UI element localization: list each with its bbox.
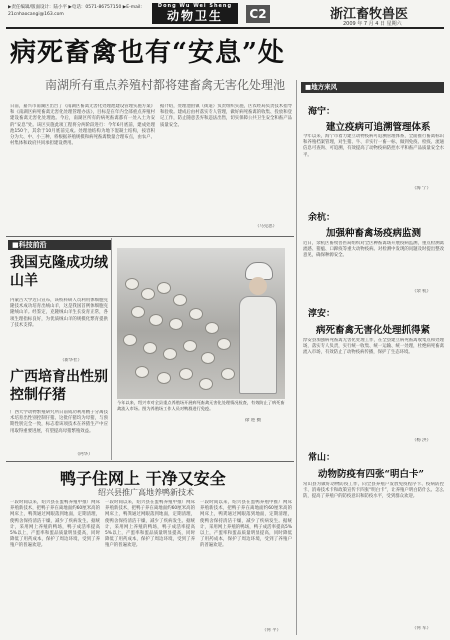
duck-story-body-2: 一段时间以来，绍兴县在蛋鸭养殖中推广网床养殖新技术，把鸭子养在离地面约60厘米高的网床上，鸭粪通过网眼落到地面，定期清理，使鸭舍保持清洁干燥，减少了疾病发生。据统计，采用网上养殖的鸭场，鸭子成活率提高5%以上，产蛋率和蛋品质量明显提高，同时降低了用药成本，保护了周边环境，受到了养殖户的普遍欢迎。 (105, 500, 195, 549)
page-number: C2 (246, 5, 270, 23)
duck-story-headline: 鸭子住网上 干净又安全 (60, 469, 226, 488)
duck-icon (125, 278, 139, 290)
lead-byline: （马克思） (255, 224, 277, 229)
newspaper-logo: 浙江畜牧兽医 (330, 7, 409, 22)
duck-icon (199, 378, 213, 390)
article-byline-cloned-goat: （新华社） (60, 358, 82, 363)
local-item-title-changshan: 动物防疫有四张“明白卡” (318, 469, 424, 480)
local-news-header: ■地方来风 (301, 82, 444, 93)
local-item-byline-yuhang: （余 杭） (412, 289, 431, 294)
column-divider (296, 80, 297, 635)
local-item-title-chunan: 病死畜禽无害化处理抓得紧 (316, 325, 431, 336)
contact-info: ▶责任编辑/版面设计：陆小平 ▶电话：0571-86757150 ▶E-mail: 21cnhaocangi@163.com (8, 5, 142, 17)
duck-icon (149, 314, 163, 326)
duck-icon (201, 352, 215, 364)
local-item-byline-haining: （海 宁） (412, 186, 431, 191)
photo-caption: 今年以来，绍兴市对全县重点养殖场开展病死畜禽无害化处理情况检查，有效防止了病死畜禽流入市场。图为养殖场工作人员对鸭群进行免疫。 (117, 400, 285, 411)
duck-icon (141, 288, 155, 300)
science-section-header: ■科技前沿 (8, 240, 111, 250)
duck-story-body-1: 一段时间以来，绍兴县在蛋鸭养殖中推广网床养殖新技术，把鸭子养在离地面约60厘米高的网床上，鸭粪通过网眼落到地面，定期清理，使鸭舍保持清洁干燥，减少了疾病发生。据统计，采用网上养殖的鸭场，鸭子成活率提高5%以上，产蛋率和蛋品质量明显提高，同时降低了用药成本，保护了周边环境，受到了养殖户的普遍欢迎。 (10, 500, 100, 549)
duck-icon (143, 342, 157, 354)
photo-credit: 徐 进 摄 (245, 418, 261, 423)
news-photo (117, 248, 285, 399)
local-item-body-chunan: 淳安县加强病死畜禽无害化处理工作，在全县建立病死畜禽收集点和处理场，落实专人负责，实行统一收集、统一运输、统一处理，杜绝病死畜禽流入市场，有效防止了动物疫病传播，保护了生态环境。 (303, 338, 444, 356)
duck-story-subhead: 绍兴县推广高地养鸭新技术 (98, 488, 194, 497)
local-item-byline-chunan: （杨 洪） (412, 438, 431, 443)
section-banner (152, 3, 238, 24)
duck-icon (179, 368, 193, 380)
article-title-piglets: 广西培育出性别控制仔猪 (10, 369, 108, 403)
local-item-place-haining: 海宁： (308, 107, 336, 117)
worker-figure (235, 262, 279, 392)
lead-body-right: 据介绍，处理池由镇（街道）负责组织实施，区农经局负责技术指导和验收。建成后由村落实专人管理，做好病死畜禽的收集、投放和登记工作，防止随意丢弃和违法出售，切实保障公共卫生安全和畜产品质量安全。 (160, 104, 292, 128)
duck-icon (183, 340, 197, 352)
lead-body-left: 日前，嘉兴市南湖区出台了《南湖区畜禽无害化处理池建设管理实施方案》和《南湖区病死畜禽无害化处理管理办法》，目标是在年内全部重点养殖村建设畜禽无害化处理池。今后，南湖区所有的病死畜禽都有一处入土为安的“安息”处。该区实施此项工程将分两阶段进行：今年6月底前，建成处理池150个，其余于10月底前完成。处理池结构为地下混凝土结构，按容积分为大、中、小三种，将根据养殖规模和病死畜禽数量合理布点，由农户、村集体和政府共同承担建设费用。 (10, 104, 155, 147)
duck-icon (169, 318, 183, 330)
column-divider (111, 238, 112, 460)
local-item-place-yuhang: 余杭： (308, 213, 336, 223)
local-item-byline-changshan: （何 军） (412, 626, 431, 631)
duck-story-body-3: 一段时间以来，绍兴县在蛋鸭养殖中推广网床养殖新技术，把鸭子养在离地面约60厘米高的网床上，鸭粪通过网眼落到地面，定期清理，使鸭舍保持清洁干燥，减少了疾病发生。据统计，采用网上养殖的鸭场，鸭子成活率提高5%以上，产蛋率和蛋品质量明显提高，同时降低了用药成本，保护了周边环境，受到了养殖户的普遍欢迎。 (200, 500, 292, 549)
lead-bottom-rule (6, 236, 294, 237)
duck-story-rule (6, 461, 294, 462)
lead-headline: 病死畜禽也有“安息”处 (10, 38, 285, 68)
article-byline-piglets: （阿华） (75, 452, 93, 457)
duck-story-byline: （何 平） (262, 628, 281, 633)
duck-icon (163, 348, 177, 360)
local-item-body-changshan: 常山县为做好动物防疫工作，向全县养殖户发放免疫程序卡、疫病防控卡、消毒技术卡和政策宣传卡四张“明白卡”，让养殖户明白防什么、怎么防，提高了养殖户的防疫意识和防疫水平，受到群众欢迎。 (303, 482, 444, 500)
local-item-title-yuhang: 加强种畜禽场疫病监测 (326, 228, 422, 239)
duck-icon (131, 306, 145, 318)
duck-icon (135, 366, 149, 378)
local-item-body-haining: 今年以来，海宁市着力建立动物疫病可追溯管理体系，全面推行畜禽标识和养殖档案管理，对生猪、牛、羊实行一畜一标，做到免疫、检疫、流通信息可查询、可追溯，有效提高了动物疫病防控水平和畜产品质量安全水平。 (303, 134, 444, 158)
local-item-title-haining: 建立疫病可追溯管理体系 (326, 122, 431, 133)
duck-icon (205, 322, 219, 334)
local-item-place-chunan: 淳安： (308, 309, 336, 319)
duck-icon (157, 282, 171, 294)
local-item-place-changshan: 常山： (308, 453, 336, 463)
masthead-rule (6, 27, 444, 29)
duck-icon (217, 338, 231, 350)
local-item-body-yuhang: 近日，余杭区畜牧兽医局组织对全区种畜禽场开展疫病监测，重点检测禽流感、猪瘟、口蹄疫等重大动物疫病。对检测中发现的问题及时提出整改意见，确保种源安全。 (303, 241, 444, 259)
article-body-cloned-goat: 内蒙古大学近日宣布，该校科研人员利用体细胞克隆技术成功培育出绒山羊，这是我国首例体细胞克隆绒山羊。经鉴定，克隆绒山羊生长发育正常，各项生理指标良好，为优质绒山羊的规模化繁育提供了技术支撑。 (10, 298, 108, 328)
duck-icon (123, 334, 137, 346)
duck-icon (157, 372, 171, 384)
article-title-cloned-goat: 我国克隆成功绒山羊 (10, 255, 108, 289)
section-title: 动物卫生 (166, 9, 223, 23)
lead-subhead: 南湖所有重点养殖村都将建畜禽无害化处理池 (45, 78, 286, 92)
issue-date: 2009 年 7 月 4 日 星期六 (343, 21, 402, 27)
article-body-piglets: 广西大学动物繁殖研究所日前成功利用精子分离技术培育出性别控制仔猪。这批仔猪均为母猪，与预期性别完全一致，标志着该项技术在养猪生产中应用取得重要进展，有望提高母猪繁殖效益。 (10, 410, 108, 434)
duck-icon (189, 308, 203, 320)
section-pinyin: Dong Wu Wei Sheng (157, 3, 233, 9)
duck-icon (173, 294, 187, 306)
duck-icon (221, 368, 235, 380)
